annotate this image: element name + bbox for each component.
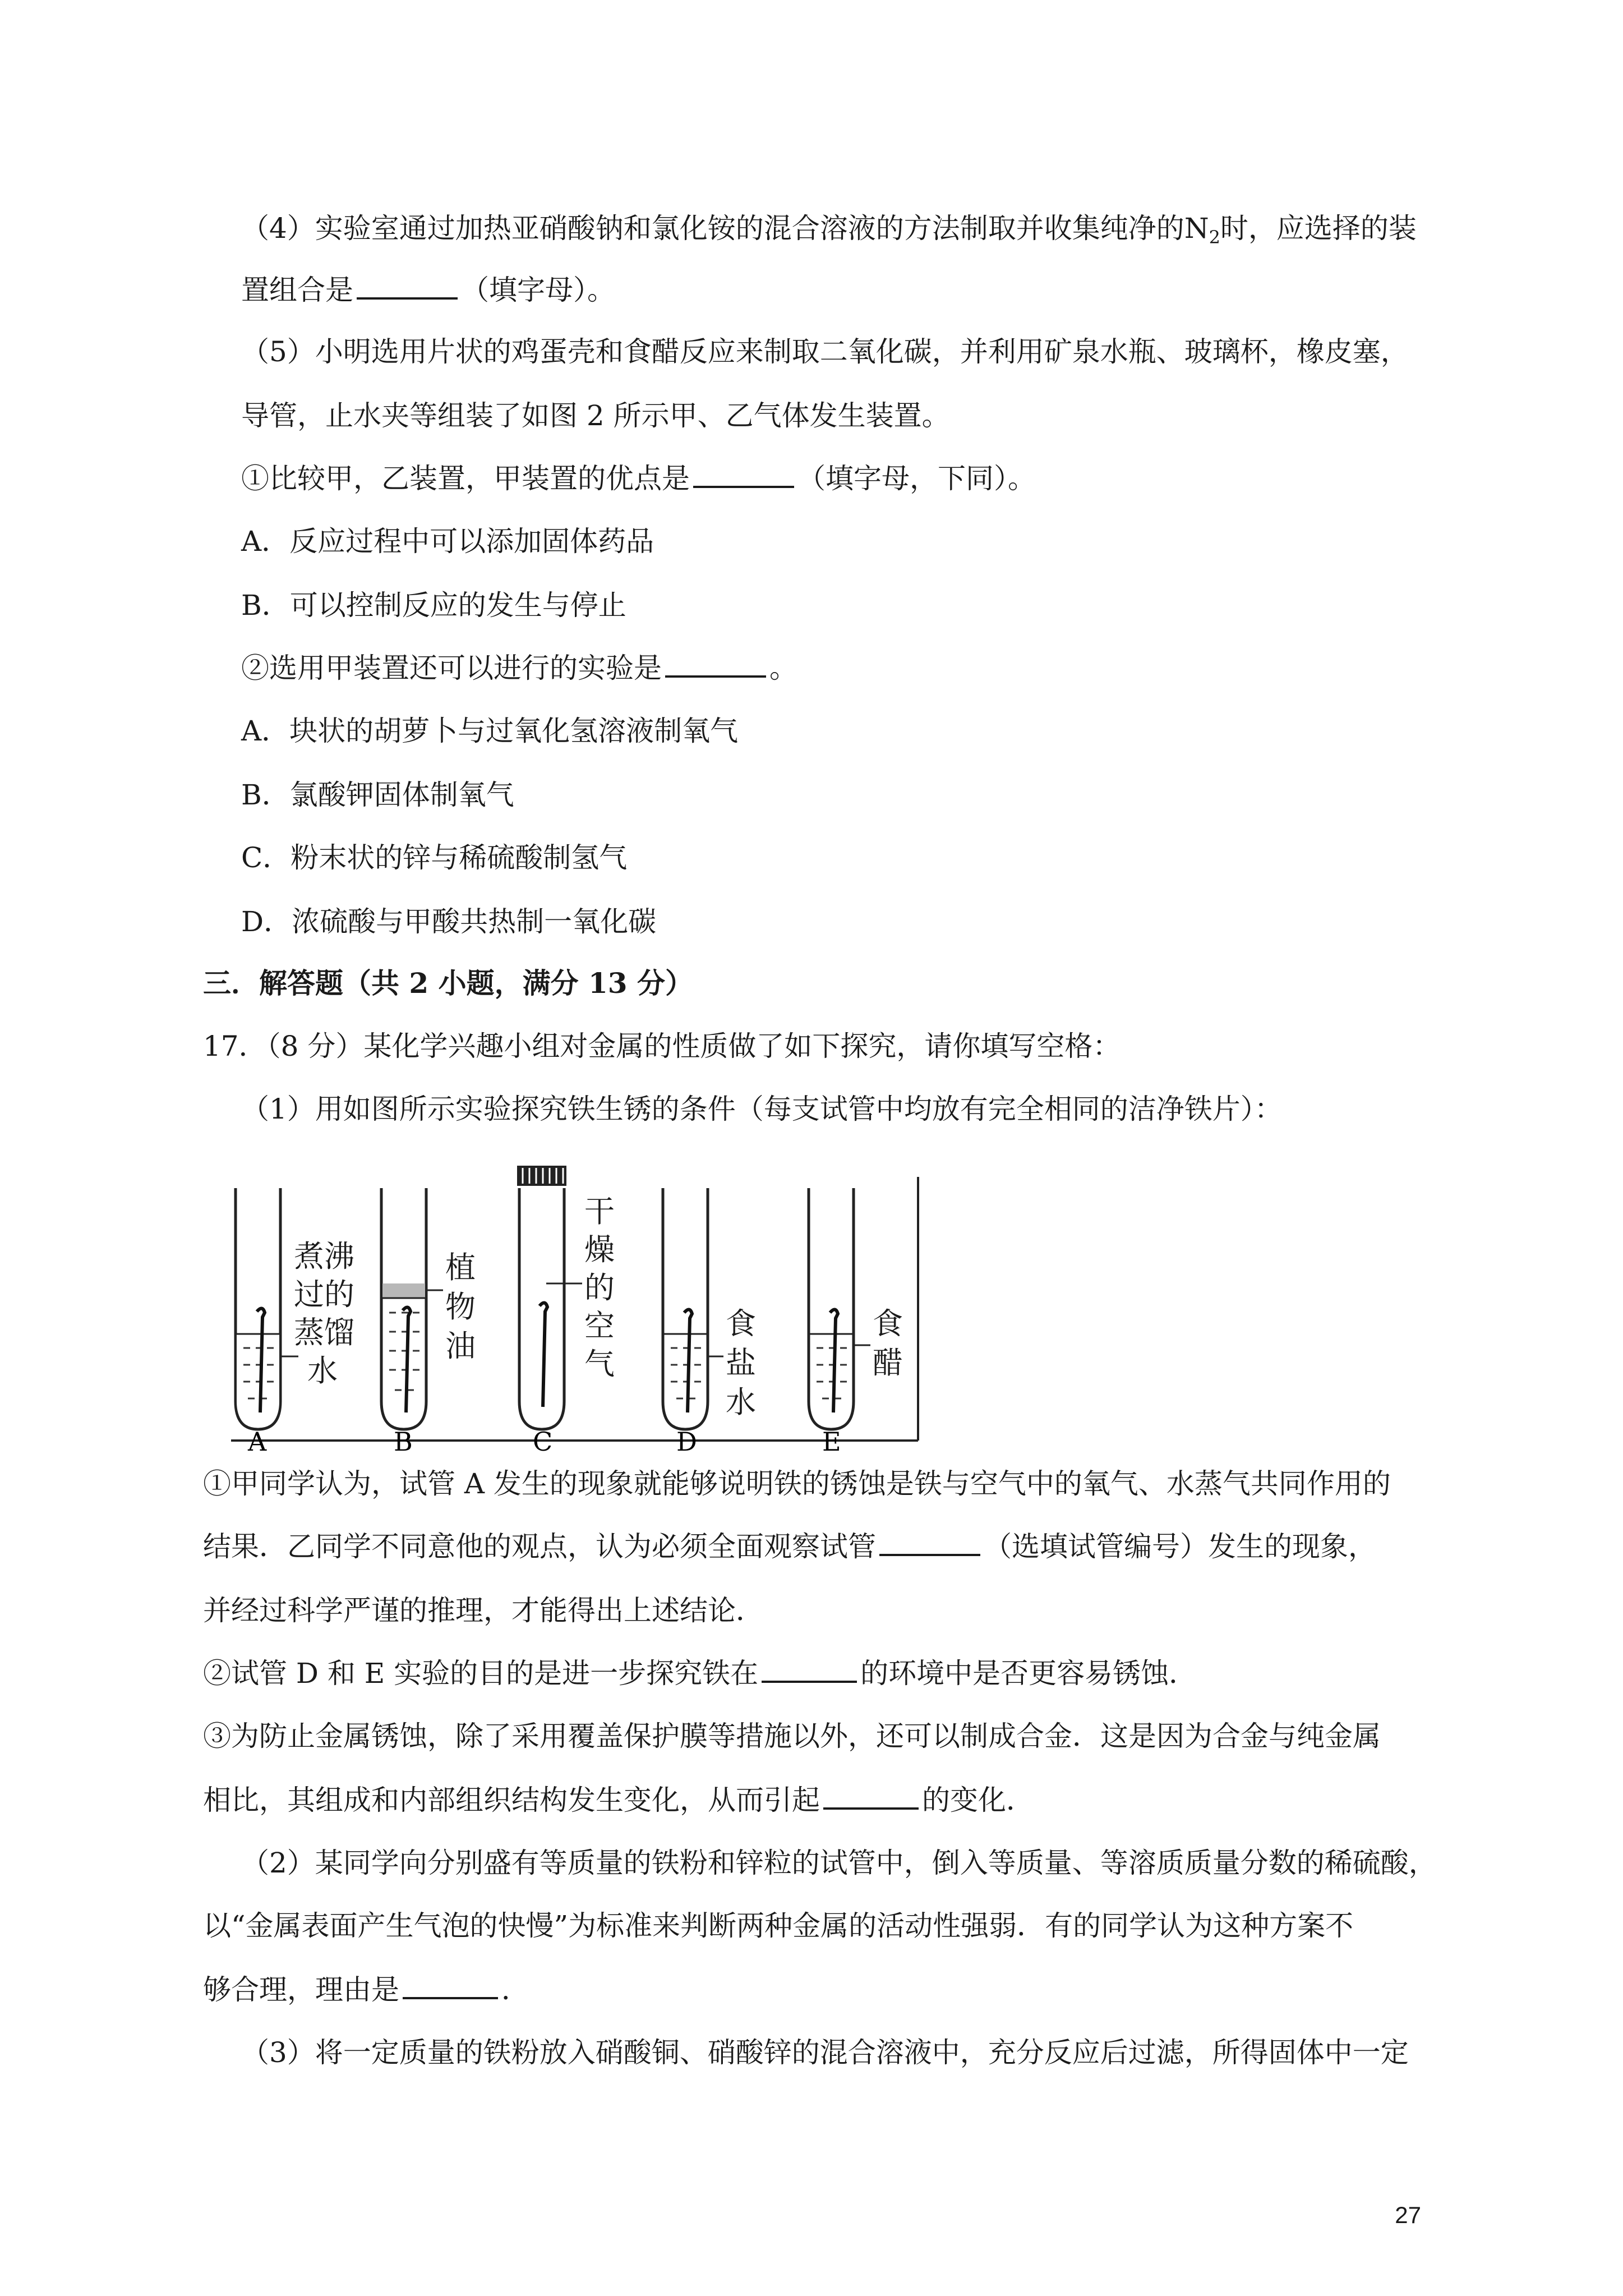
section-title: 三．解答题（共 2 小题，满分 13 分） <box>203 967 693 1000</box>
test-tube-figure <box>231 1166 926 1452</box>
text: D．浓硫酸与甲酸共热制一氧化碳 <box>241 905 657 938</box>
tube-d <box>663 1188 723 1429</box>
label-c-line5: 气 <box>584 1346 615 1382</box>
text: ①比较甲，乙装置，甲装置的优点是 <box>241 462 690 495</box>
tube-letter-b: B <box>394 1427 413 1452</box>
text: （1）用如图所示实验探究铁生锈的条件（每支试管中均放有完全相同的洁净铁片）： <box>241 1093 1283 1125</box>
q17-part2-line1 <box>241 1843 1437 1883</box>
tube-letter-c: C <box>533 1427 553 1452</box>
label-c-line4: 空 <box>584 1308 615 1343</box>
option-b <box>241 775 514 815</box>
q17-part2-line3 <box>203 1970 529 2009</box>
text: ①甲同学认为，试管 A 发生的现象就能够说明铁的锈蚀是铁与空气中的氧气、水蒸气共同作用的 <box>203 1467 1391 1500</box>
q16-part4-line1 <box>241 209 1417 257</box>
label-b-line2: 物 <box>445 1289 476 1324</box>
answer-blank[interactable] <box>693 461 794 488</box>
q17-part1 <box>241 1089 1283 1129</box>
answer-blank[interactable] <box>823 1783 919 1810</box>
text: 相比，其组成和内部组织结构发生变化，从而引起 <box>203 1784 820 1816</box>
option-c <box>241 838 627 877</box>
tube-letter-d: D <box>676 1427 697 1452</box>
q17-sub1-line2 <box>203 1527 1376 1566</box>
label-a <box>294 1239 354 1388</box>
tube-e <box>809 1188 870 1429</box>
label-e-line2: 醋 <box>873 1345 903 1381</box>
q16-part5-line1 <box>241 332 1409 371</box>
tube-letter-e: E <box>822 1427 841 1452</box>
label-c <box>584 1194 615 1382</box>
text: （5）小明选用片状的鸡蛋壳和食醋反应来制取二氧化碳，并利用矿泉水瓶、玻璃杯，橡皮塞， <box>241 335 1409 368</box>
text: （3）将一定质量的铁粉放入硝酸铜、硝酸锌的混合溶液中，充分反应后过滤，所得固体中一定 <box>241 2036 1409 2069</box>
test-tube-diagram <box>231 1166 926 1452</box>
q16-sub1 <box>241 459 1036 498</box>
text: 结果．乙同学不同意他的观点，认为必须全面观察试管 <box>203 1530 876 1563</box>
q16-part5-line2 <box>241 396 950 435</box>
q17-sub3-line2 <box>203 1780 1034 1820</box>
text: （填字母）。 <box>461 274 615 306</box>
option-a <box>241 711 738 751</box>
tube-a <box>236 1188 298 1429</box>
label-e <box>873 1306 903 1381</box>
tube-b <box>381 1188 443 1429</box>
text: 的变化． <box>922 1784 1034 1816</box>
text: 的环境中是否更容易锈蚀． <box>860 1657 1197 1690</box>
text: 17．（8 分）某化学兴趣小组对金属的性质做了如下探究，请你填写空格： <box>203 1030 1121 1062</box>
q17-sub1-line1 <box>203 1464 1391 1503</box>
option-b <box>241 586 626 625</box>
label-d-line3: 水 <box>726 1384 756 1420</box>
answer-blank[interactable] <box>357 273 458 300</box>
answer-blank[interactable] <box>403 1972 498 1999</box>
text: ②选用甲装置还可以进行的实验是 <box>241 652 662 684</box>
label-d <box>726 1306 756 1420</box>
text: 时，应选择的装 <box>1220 212 1417 245</box>
label-a-line2: 过的 <box>294 1277 354 1312</box>
text: B．氯酸钾固体制氧气 <box>241 779 514 811</box>
option-d <box>241 902 656 941</box>
text: ． <box>501 1973 529 2006</box>
text: 并经过科学严谨的推理，才能得出上述结论． <box>203 1594 764 1627</box>
text: B．可以控制反应的发生与停止 <box>241 589 626 622</box>
text: （选填试管编号）发生的现象， <box>984 1530 1376 1563</box>
tube-c <box>517 1166 582 1429</box>
q16-sub2 <box>241 648 797 688</box>
label-c-line3: 的 <box>584 1270 615 1305</box>
q17-sub1-line3 <box>203 1591 764 1630</box>
formula-n: N <box>1184 212 1209 245</box>
option-a <box>241 522 654 561</box>
text: 置组合是 <box>241 274 353 306</box>
text: A．反应过程中可以添加固体药品 <box>241 525 654 558</box>
q17-part3-line1 <box>241 2033 1409 2072</box>
label-b-line3: 油 <box>445 1328 476 1364</box>
label-e-line1: 食 <box>873 1306 903 1341</box>
label-a-line4: 水 <box>307 1353 338 1388</box>
text: （填字母，下同）。 <box>797 462 1036 495</box>
label-d-line2: 盐 <box>726 1345 756 1381</box>
text: （4）实验室通过加热亚硝酸钠和氯化铵的混合溶液的方法制取并收集纯净的 <box>241 212 1184 245</box>
text: 够合理，理由是 <box>203 1973 399 2006</box>
q17-sub2 <box>203 1654 1197 1693</box>
text: 以“金属表面产生气泡的快慢”为标准来判断两种金属的活动性强弱．有的同学认为这种方案不 <box>203 1910 1354 1942</box>
label-b <box>445 1250 476 1364</box>
text: （2）某同学向分别盛有等质量的铁粉和锌粒的试管中，倒入等质量、等溶质质量分数的稀硫酸， <box>241 1847 1437 1879</box>
label-c-line2: 燥 <box>584 1232 615 1267</box>
text: C．粉末状的锌与稀硫酸制氢气 <box>241 841 628 874</box>
q17-part2-line2 <box>203 1906 1353 1945</box>
q17-sub3-line1 <box>203 1717 1381 1756</box>
text: A．块状的胡萝卜与过氧化氢溶液制氧气 <box>241 715 739 747</box>
formula-subscript: 2 <box>1209 227 1220 248</box>
answer-blank[interactable] <box>762 1656 857 1683</box>
answer-blank[interactable] <box>879 1529 980 1556</box>
text: 。 <box>769 652 797 684</box>
q17-stem <box>203 1027 1121 1066</box>
text: ②试管 D 和 E 实验的目的是进一步探究铁在 <box>203 1657 759 1690</box>
label-c-line1: 干 <box>584 1194 615 1229</box>
label-b-line1: 植 <box>445 1250 476 1285</box>
label-d-line1: 食 <box>726 1306 756 1341</box>
label-a-line1: 煮沸 <box>294 1239 354 1274</box>
text: ③为防止金属锈蚀，除了采用覆盖保护膜等措施以外，还可以制成合金．这是因为合金与纯金属 <box>203 1720 1381 1752</box>
q16-part4-line2 <box>241 270 615 310</box>
label-a-line3: 蒸馏 <box>294 1315 354 1350</box>
answer-blank[interactable] <box>665 651 766 678</box>
tube-letter-a: A <box>248 1427 267 1452</box>
text: 导管，止水夹等组装了如图 2 所示甲、乙气体发生装置。 <box>241 399 950 432</box>
page-number: 27 <box>1395 2202 1421 2228</box>
